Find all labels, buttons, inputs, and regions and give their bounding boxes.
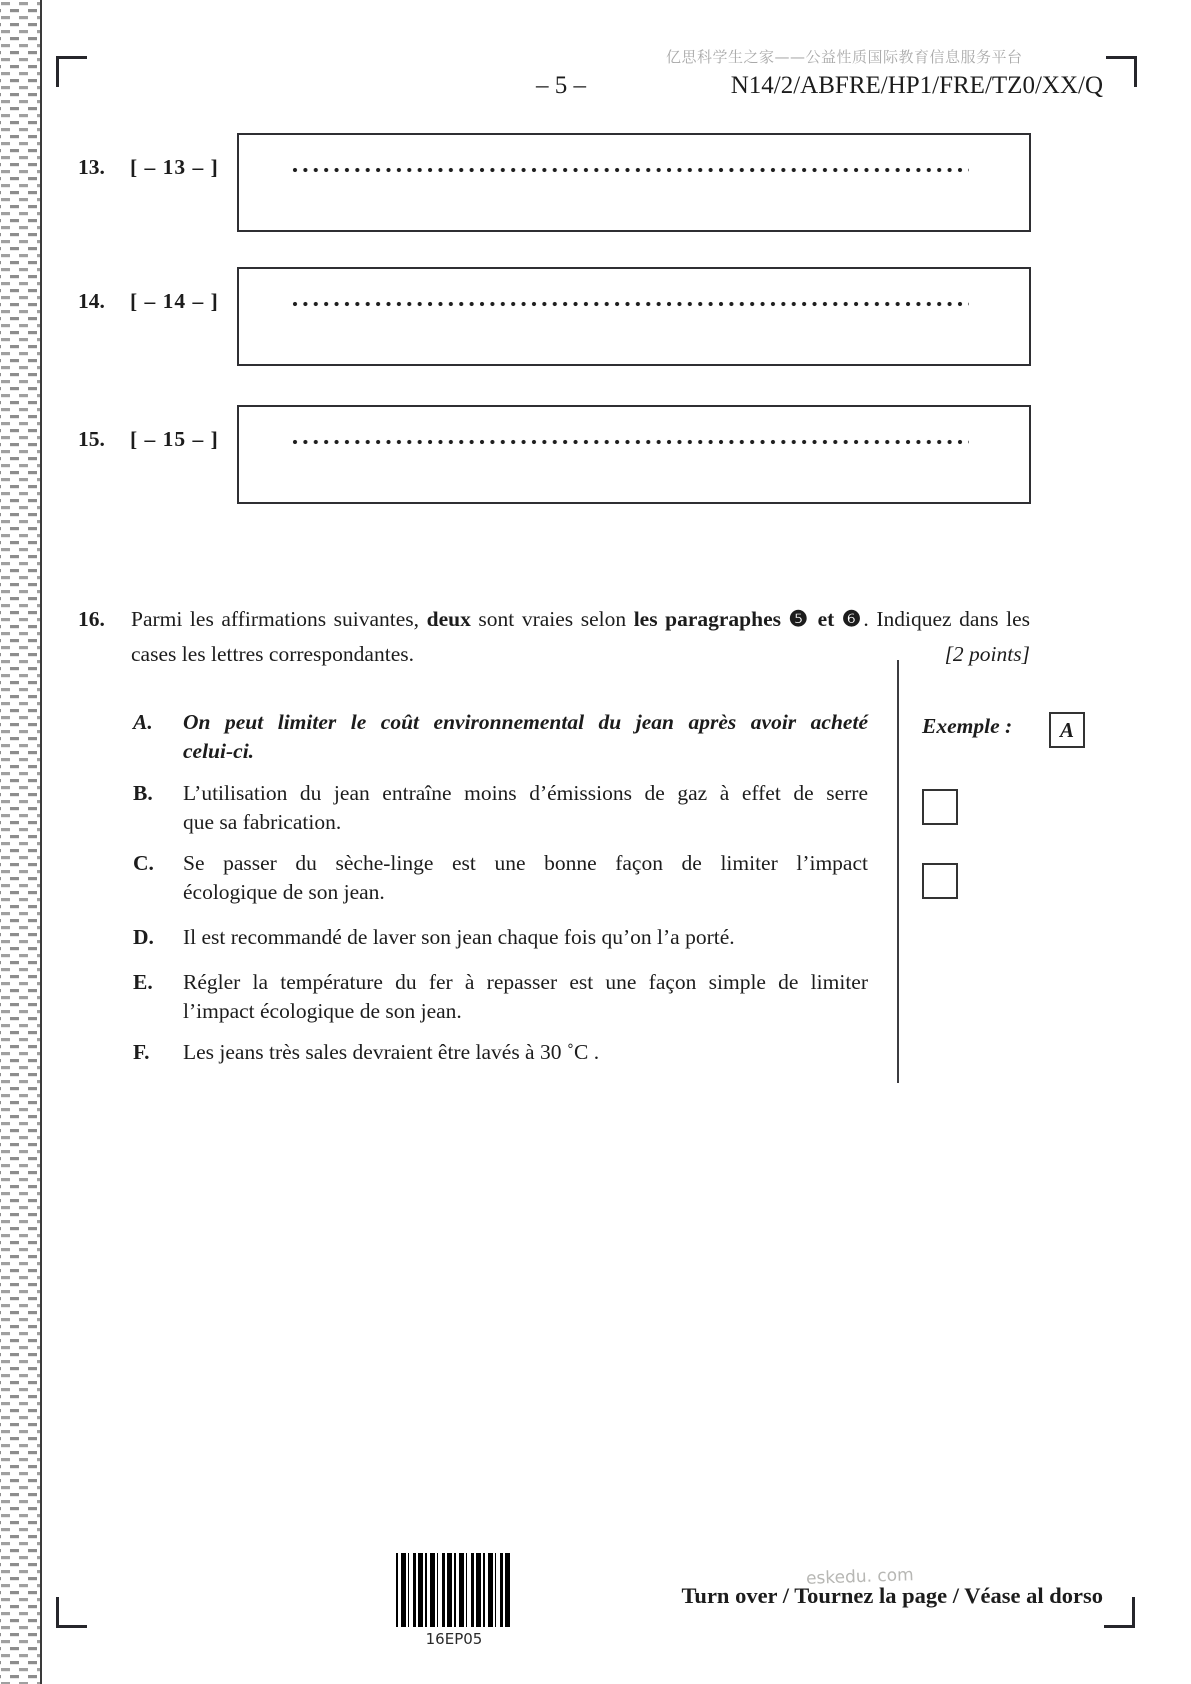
option-text-line: celui-ci. xyxy=(183,739,255,763)
options-answers-divider xyxy=(897,660,899,1083)
chinese-site-watermark: 亿思科学生之家——公益性质国际教育信息服务平台 xyxy=(666,48,1023,66)
q16-text-seg-bold-paragraph-refs: les paragraphes ❺ et ❻ xyxy=(633,607,864,631)
question-number: 14. xyxy=(78,289,105,313)
dotted-answer-line xyxy=(291,435,969,449)
answer-gap-label: [ – 13 – ] xyxy=(130,155,219,179)
answer-box-13[interactable] xyxy=(237,133,1031,232)
site-watermark: eskedu. com xyxy=(805,1565,915,1589)
option-letter: C. xyxy=(133,851,154,875)
example-answer-value: A xyxy=(1059,717,1074,742)
dotted-answer-line xyxy=(291,163,969,177)
option-text-line: l’impact écologique de son jean. xyxy=(183,999,462,1023)
turn-over-instruction: Turn over / Tournez la page / Véase al dorso xyxy=(681,1583,1103,1608)
answer-checkbox-2[interactable] xyxy=(922,863,958,899)
option-text-line: Il est recommandé de laver son jean chaque fois qu’on l’a porté. xyxy=(183,925,735,949)
answer-gap-label: [ – 15 – ] xyxy=(130,427,219,451)
binding-edge-line xyxy=(40,0,42,1684)
option-text-line: que sa fabrication. xyxy=(183,810,342,834)
binding-edge-pattern xyxy=(0,0,41,1684)
example-answer-box xyxy=(1049,712,1085,748)
barcode-label: 16EP05 xyxy=(425,1630,483,1648)
question-number: 13. xyxy=(78,155,105,179)
q16-text-seg: . Indiquez dans les xyxy=(863,607,1030,631)
crop-mark-top-left xyxy=(56,56,87,87)
crop-mark-bottom-right xyxy=(1104,1597,1135,1628)
option-letter: D. xyxy=(133,925,154,949)
q16-text-seg: Parmi les affirmations suivantes, xyxy=(131,607,427,631)
option-text-line: Se passer du sèche-linge est une bonne façon de limiter l’impact xyxy=(183,851,868,875)
page-number: – 5 – xyxy=(536,72,586,99)
question-16-text-line2 xyxy=(131,642,1030,667)
option-text-line: On peut limiter le coût environnemental du jean après avoir acheté xyxy=(183,710,868,734)
crop-mark-top-right xyxy=(1106,56,1137,87)
dotted-answer-line xyxy=(291,297,969,311)
answer-checkbox-1[interactable] xyxy=(922,789,958,825)
option-text-line: écologique de son jean. xyxy=(183,880,385,904)
crop-mark-bottom-left xyxy=(56,1597,87,1628)
option-letter: E. xyxy=(133,970,153,994)
q16-text-seg: sont vraies selon xyxy=(470,607,634,631)
paper-code: N14/2/ABFRE/HP1/FRE/TZ0/XX/Q xyxy=(730,72,1103,99)
question-number: 15. xyxy=(78,427,105,451)
option-letter: A. xyxy=(133,710,153,734)
points-badge: [2 points] xyxy=(944,642,1030,666)
q16-text-seg-bold: deux xyxy=(426,607,471,631)
q16-text-line2: cases les lettres correspondantes. xyxy=(131,642,414,666)
answer-box-15[interactable] xyxy=(237,405,1031,504)
question-16-text-line1 xyxy=(131,607,1030,632)
option-letter: F. xyxy=(133,1040,150,1064)
option-text-line: Régler la température du fer à repasser est une façon simple de limiter xyxy=(183,970,868,994)
option-text-line: L’utilisation du jean entraîne moins d’émissions de gaz à effet de serre xyxy=(183,781,868,805)
option-letter: B. xyxy=(133,781,153,805)
barcode xyxy=(396,1553,512,1627)
question-16-number: 16. xyxy=(78,607,105,631)
answer-box-14[interactable] xyxy=(237,267,1031,366)
answer-gap-label: [ – 14 – ] xyxy=(130,289,219,313)
option-text-line: Les jeans très sales devraient être lavés à 30 ˚C . xyxy=(183,1040,600,1064)
example-label: Exemple : xyxy=(922,714,1013,738)
